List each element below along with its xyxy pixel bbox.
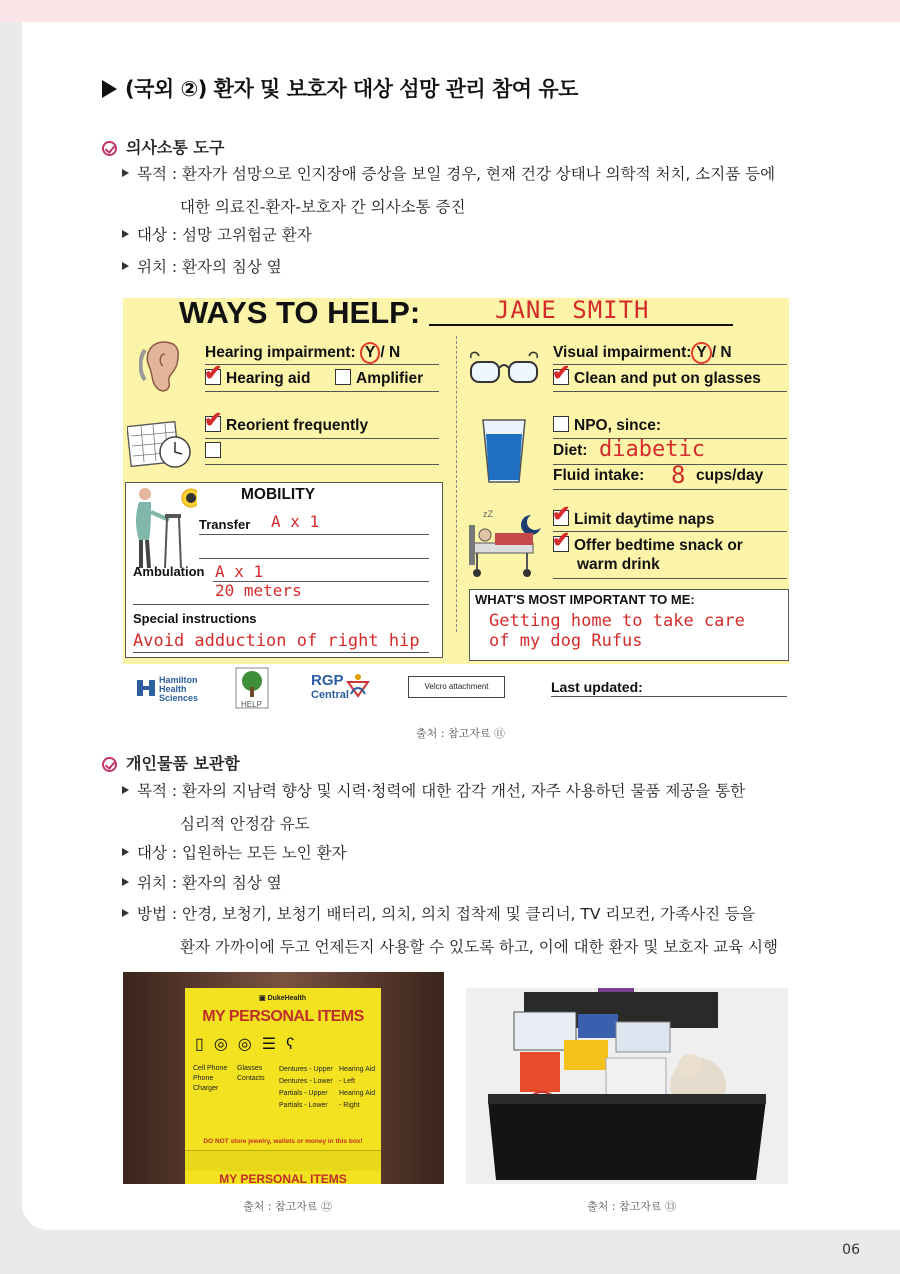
diet-label: Diet: [553,442,588,459]
toolbox-illustration [466,988,788,1184]
snack-text-1: Offer bedtime snack or [574,537,743,554]
location-item [122,872,282,894]
hamilton-line-3: Sciences [159,693,199,703]
calendar-clock-icon [127,416,193,470]
location-item [122,256,282,278]
glasses-icon: ◎◎ [213,1036,262,1053]
hearing-aid-option [205,369,310,388]
svg-text:zZ: zZ [483,509,493,519]
section-heading-communication-tool [102,135,224,158]
rule-line [553,391,787,392]
hamilton-line-1: Hamilton [159,675,198,685]
duke-brand-text: DukeHealth [267,995,307,1002]
visual-impairment-label [553,342,732,364]
caption-ref-13: 출처 : 참고자료 ⑬ [587,1200,676,1213]
water-glass-icon [479,416,529,486]
rule-line [553,578,787,579]
naps-text: Limit daytime naps [574,511,715,528]
arrow-bullet-icon [122,848,129,856]
fluid-unit: cups/day [696,467,764,484]
box-option: Glasses [237,1065,263,1072]
ways-to-help-card [123,298,789,710]
transfer-label: Transfer [199,517,251,532]
location-text: 위치 : 환자의 침상 옆 [137,874,282,892]
rgp-logo-text [311,674,349,702]
phone-icon: ▯ [195,1036,214,1053]
hearing-impairment-label [205,342,400,364]
purpose-text: 목적 : 환자의 지남력 향상 및 시력·청력에 대한 감각 개선, 자주 사용하던 물품 제공을 통한 [137,782,746,800]
hamilton-logo-text [159,676,198,703]
velcro-attachment-box: Velcro attachment [408,676,505,698]
rgp-line-2: Central [311,689,349,701]
hospital-bed-icon [467,503,547,581]
box-option: Hearing Aid - Right [339,1090,376,1109]
last-updated-label: Last updated: [551,679,643,695]
hearing-yes-circled: Y [360,342,380,364]
snack-option [553,536,743,555]
box-col-4 [339,1064,379,1112]
walker-person-icon [129,484,197,572]
box-option: Partials - Upper [279,1090,328,1097]
purpose-text-continued: 대한 의료진-환자-보호자 간 의사소통 증진 [180,198,466,216]
npo-option [553,416,661,435]
glasses-option [553,369,761,388]
box-icons-row [195,1034,371,1056]
box-warning: DO NOT store jewelry, wallets or money in this box! [203,1138,363,1145]
toolbox-photo [466,988,788,1184]
box-option: Contacts [237,1075,265,1082]
page-title-text: (국외 ②) 환자 및 보호자 대상 섬망 관리 참여 유도 [125,77,578,101]
checked-box-icon [205,416,221,432]
mobility-title: MOBILITY [241,486,316,503]
rule-line [553,489,787,490]
blank-option [205,442,226,461]
fluid-label: Fluid intake: [553,467,645,484]
rgp-line-1: RGP [311,672,344,689]
amplifier-text: Amplifier [356,370,424,387]
reorient-text: Reorient frequently [226,417,369,434]
most-important-line-1: Getting home to take care [489,611,745,631]
column-divider [456,336,457,632]
glasses-text: Clean and put on glasses [574,370,761,387]
arrow-bullet-icon [122,169,129,177]
rule-line [551,696,787,697]
purpose-text-continued: 심리적 안정감 유도 [180,815,310,833]
checked-box-icon [205,369,221,385]
special-instructions-value: Avoid adduction of right hip [133,631,420,651]
visual-label-text: Visual impairment: [553,344,692,361]
rule-line [133,652,429,653]
ambulation-distance: 20 meters [215,581,302,600]
rule-line [205,438,439,439]
location-text: 위치 : 환자의 침상 옆 [137,258,282,276]
target-text: 대상 : 입원하는 모든 노인 환자 [137,844,347,862]
purpose-text: 목적 : 환자가 섬망으로 인지장애 증상을 보일 경우, 현재 건강 상태나 의학적 처치, 소지품 등에 [137,165,776,183]
rule-line [553,464,787,465]
rule-line [199,558,429,559]
box-option: Hearing Aid - Left [339,1066,376,1085]
box-col-2 [237,1064,277,1084]
hearing-label-text: Hearing impairment: [205,344,356,361]
transfer-value: A x 1 [271,512,320,531]
box-option: Dentures - Lower [279,1078,333,1085]
check-circle-icon [102,757,117,772]
box-option: Dentures - Upper [279,1066,333,1073]
box-option: Phone Charger [193,1075,219,1092]
purpose-item [122,163,775,185]
arrow-bullet-icon [122,786,129,794]
rgp-figure-logo-icon [345,672,371,698]
section-heading-text: 개인물품 보관함 [126,754,240,773]
purpose-item [122,780,745,802]
rule-line [205,391,439,392]
arrow-bullet-icon [122,878,129,886]
box-option: Partials - Lower [279,1102,328,1109]
rule-line [199,534,429,535]
top-band [0,0,900,22]
method-text-continued: 환자 가까이에 두고 언제든지 사용할 수 있도록 하고, 이에 대한 환자 및 보호자 교육 시행 [180,938,778,956]
target-item [122,224,312,246]
checked-box-icon [553,369,569,385]
duke-brand: ▣ DukeHealth [259,995,307,1002]
arrow-bullet-icon [122,909,129,917]
special-instructions-label: Special instructions [133,611,257,626]
checked-box-icon [553,536,569,552]
box-title-bottom: MY PERSONAL ITEMS [219,1172,347,1184]
empty-box-icon [205,442,221,458]
most-important-line-2: of my dog Rufus [489,631,643,651]
rule-line [133,604,429,605]
ambulation-label: Ambulation [133,564,205,579]
arrow-bullet-icon [122,230,129,238]
target-text: 대상 : 섬망 고위험군 환자 [137,226,312,244]
hamilton-line-2: Health [159,684,187,694]
box-col-1 [193,1064,237,1094]
caption-ref-12: 출처 : 참고자료 ⑫ [243,1200,332,1213]
box-option: Cell Phone [193,1065,228,1072]
hearing-aid-icon: ʕ [286,1036,305,1053]
hamilton-health-logo-icon [135,678,157,698]
hearing-no: / N [380,344,401,361]
rule-line [205,364,439,365]
hearing-aid-text: Hearing aid [226,370,311,387]
section-heading-text: 의사소통 도구 [126,138,225,157]
rule-line [553,364,787,365]
personal-items-box-photo [123,972,444,1184]
visual-yes-circled: Y [691,342,711,364]
amplifier-option [335,369,423,388]
box-title: MY PERSONAL ITEMS [202,1008,364,1025]
ear-icon [139,336,187,396]
method-text: 방법 : 안경, 보청기, 보청기 배터리, 의치, 의치 접착제 및 클리너, TV 리모컨, 가족사진 등을 [137,905,755,923]
box-lid-fold [185,1150,381,1171]
card-heading: WAYS TO HELP: [179,298,421,330]
fluid-value: 8 [671,461,686,489]
section-heading-personal-items-box [102,751,240,774]
yellow-box [185,988,381,1184]
dentures-icon: ☰ [261,1036,287,1053]
name-underline [429,324,733,326]
visual-no: / N [711,344,732,361]
checked-box-icon [553,510,569,526]
caption-ref-11: 출처 : 참고자료 ⑪ [416,727,505,740]
reorient-option [205,416,368,435]
triangle-bullet-icon [102,80,117,98]
method-item [122,903,755,925]
rule-line [553,531,787,532]
ambulation-value: A x 1 [215,562,264,581]
check-circle-icon [102,141,117,156]
patient-name: JANE SMITH [495,298,650,324]
page-number: 06 [842,1242,860,1258]
box-col-3 [279,1064,337,1112]
diet-field [553,442,587,460]
help-logo-text: HELP [241,700,262,709]
arrow-bullet-icon [122,262,129,270]
empty-box-icon [335,369,351,385]
fluid-field [553,467,644,485]
rule-line [205,464,439,465]
snack-text-2: warm drink [577,556,660,573]
page-title [102,73,578,103]
empty-box-icon [553,416,569,432]
diet-value: diabetic [599,437,705,462]
most-important-title: WHAT'S MOST IMPORTANT TO ME: [475,592,695,607]
glasses-icon [467,348,541,388]
target-item [122,842,347,864]
npo-text: NPO, since: [574,417,661,434]
naps-option [553,510,714,529]
